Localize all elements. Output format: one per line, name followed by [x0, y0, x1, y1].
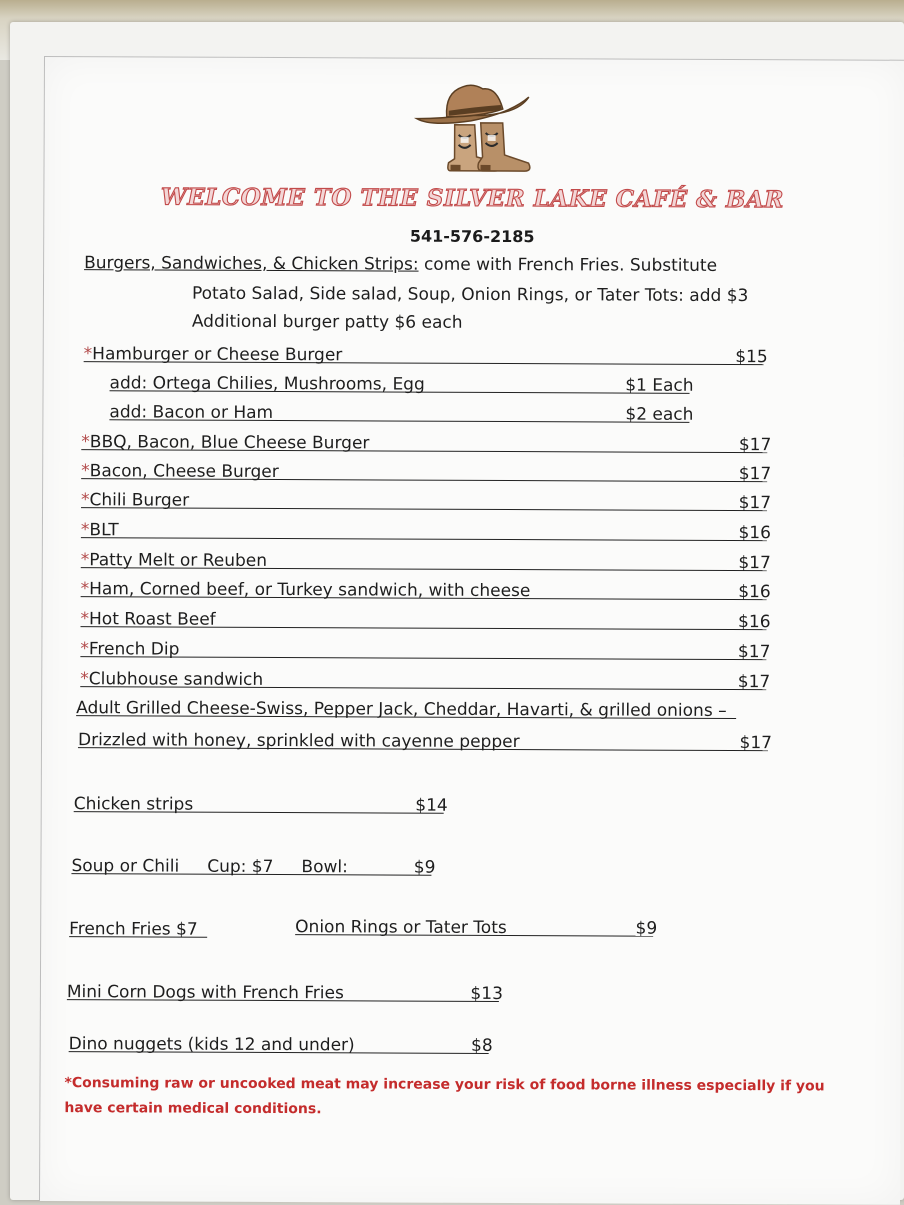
- item-name: Bacon, Cheese Burger: [89, 461, 279, 483]
- french-fries-row: [69, 912, 207, 938]
- menu-item-row: [80, 602, 771, 633]
- item-price: $17: [738, 435, 772, 456]
- raw-meat-asterisk: *: [81, 432, 90, 453]
- item-price: $17: [737, 672, 771, 693]
- cowboy-hat-and-boots-icon: [410, 79, 538, 176]
- item-name: Onion Rings or Tater Tots: [295, 917, 507, 939]
- section-heading: Burgers, Sandwiches, & Chicken Strips:: [84, 253, 419, 275]
- raw-meat-asterisk: *: [81, 490, 90, 511]
- item-name: BLT: [89, 520, 119, 541]
- menu-item-row: [80, 513, 771, 544]
- item-name: Hot Roast Beef: [88, 609, 216, 630]
- item-price: $17: [737, 642, 771, 663]
- item-price: $15: [735, 347, 768, 368]
- menu-item-row: [80, 543, 771, 574]
- item-name: Soup or Chili: [71, 856, 180, 877]
- item-price: $13: [470, 983, 503, 1005]
- menu-item-row: [80, 572, 771, 603]
- item-price: $1 Each: [625, 375, 694, 396]
- raw-meat-asterisk: *: [80, 609, 90, 630]
- raw-meat-asterisk: *: [83, 344, 93, 365]
- cup-price: Cup: $7: [207, 856, 274, 878]
- item-name: add: Ortega Chilies, Mushrooms, Egg: [109, 373, 425, 395]
- item-name: Drizzled with honey, sprinkled with cayenne pepper: [77, 730, 520, 753]
- raw-meat-asterisk: *: [80, 639, 89, 660]
- item-name: French Dip: [88, 639, 180, 660]
- menu-item-row: [80, 662, 771, 693]
- dino-nuggets-row: [68, 1027, 493, 1056]
- bowl-label: Bowl:: [301, 857, 348, 878]
- item-name: Adult Grilled Cheese-Swiss, Pepper Jack, Cheddar, Havarti, & grilled onions –: [76, 698, 727, 721]
- item-name: Patty Melt or Reuben: [89, 550, 268, 571]
- menu-item-row: [109, 366, 694, 396]
- intro-line-2: Potato Salad, Side salad, Soup, Onion Rings, or Tater Tots: add $3: [191, 283, 749, 307]
- item-name: Chicken strips: [73, 794, 194, 815]
- item-price: $17: [739, 733, 773, 754]
- menu-item-row: [81, 454, 772, 485]
- menu-item-row: [83, 337, 768, 368]
- menu-item-row: [109, 395, 694, 425]
- menu-item-row: [81, 483, 772, 514]
- raw-meat-asterisk: *: [80, 550, 90, 571]
- soup-chili-row: [71, 849, 436, 878]
- item-price: $8: [471, 1035, 493, 1056]
- phone-number: 541-576-2185: [409, 226, 535, 247]
- item-price: $17: [738, 493, 772, 514]
- menu-item-row: [77, 723, 773, 754]
- intro-text: come with French Fries. Substitute: [418, 254, 718, 276]
- menu-page: [39, 56, 904, 1205]
- item-price: $9: [635, 918, 658, 939]
- onion-rings-row: [295, 910, 658, 939]
- item-name: BBQ, Bacon, Blue Cheese Burger: [89, 432, 370, 454]
- item-price: $16: [738, 582, 771, 603]
- item-price: $17: [738, 464, 772, 485]
- grilled-cheese-line-1: [76, 691, 736, 719]
- chicken-strips-row: [73, 787, 448, 816]
- raw-meat-asterisk: *: [81, 461, 90, 482]
- raw-meat-asterisk: *: [80, 669, 89, 690]
- raw-meat-asterisk: *: [80, 520, 90, 541]
- item-price: $16: [738, 523, 771, 544]
- item-name: Ham, Corned beef, or Turkey sandwich, with cheese: [89, 579, 531, 602]
- menu-item-row: [80, 632, 771, 663]
- item-name: Clubhouse sandwich: [88, 669, 264, 690]
- item-price: $9: [413, 857, 436, 878]
- item-name: Chili Burger: [89, 490, 190, 511]
- corn-dogs-row: [66, 975, 503, 1005]
- raw-meat-warning: *Consuming raw or uncooked meat may increase your risk of food borne illness especially if you have certain medical conditions.: [64, 1075, 825, 1117]
- item-price: $17: [738, 553, 771, 574]
- menu-item-row: [81, 425, 772, 456]
- item-name: add: Bacon or Ham: [109, 402, 274, 424]
- raw-meat-asterisk: *: [80, 579, 90, 600]
- intro-line-3: Additional burger patty $6 each: [191, 311, 463, 333]
- item-name: French Fries $7: [69, 919, 198, 940]
- item-price: $16: [738, 612, 771, 633]
- item-name: Hamburger or Cheese Burger: [92, 344, 343, 366]
- page-title: WELCOME TO THE SILVER LAKE CAFÉ & BAR: [160, 183, 784, 214]
- item-name: Dino nuggets (kids 12 and under): [68, 1034, 355, 1056]
- item-price: $2 each: [625, 404, 694, 425]
- item-name: Mini Corn Dogs with French Fries: [66, 982, 344, 1004]
- intro-line-1: [84, 253, 717, 276]
- item-price: $14: [415, 795, 448, 816]
